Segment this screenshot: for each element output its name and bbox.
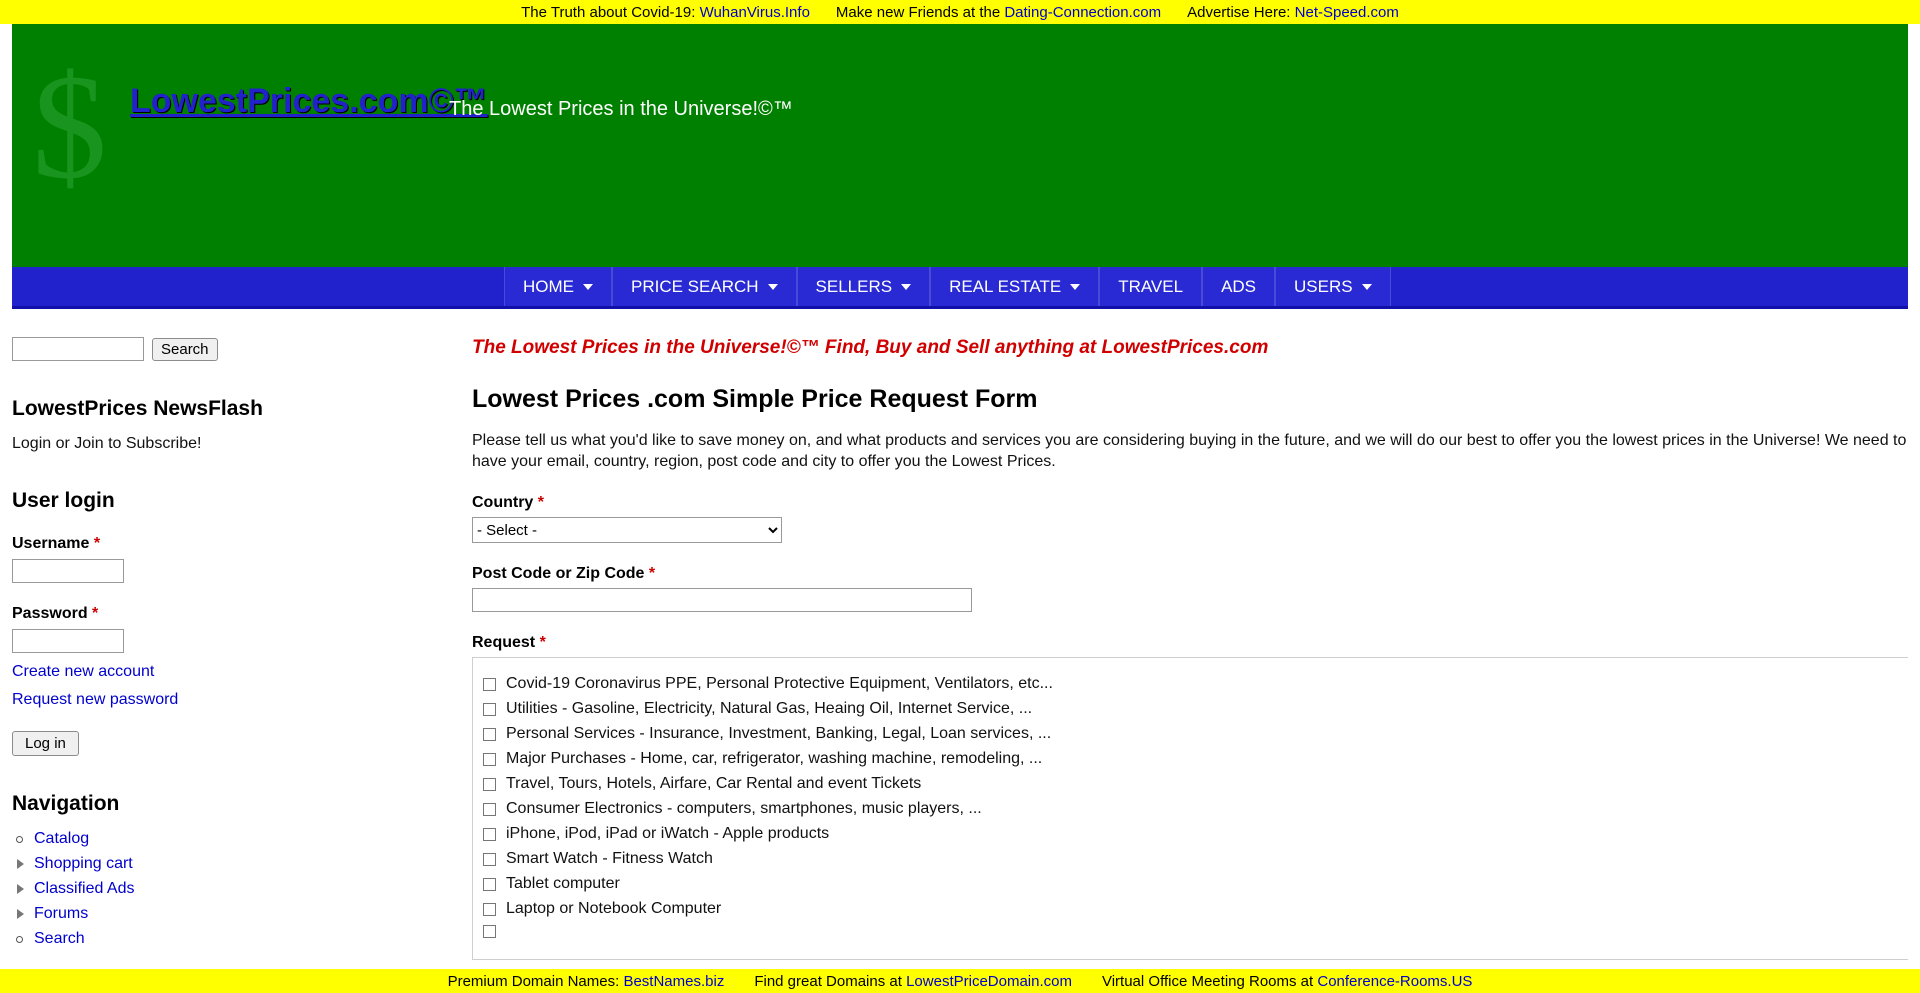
checkbox-label: Travel, Tours, Hotels, Airfare, Car Rental and event Tickets <box>506 775 922 793</box>
country-label <box>472 494 1908 512</box>
required-marker: * <box>93 535 101 552</box>
nav-item-price-search-label: PRICE SEARCH <box>631 276 759 296</box>
content-area <box>0 309 1920 960</box>
sidebar-link-shopping-cart[interactable]: Shopping cart <box>34 855 133 872</box>
checkbox-utilities[interactable] <box>483 703 496 716</box>
list-item[interactable] <box>34 930 472 948</box>
checkbox-tablet-computer[interactable] <box>483 878 496 891</box>
bottom-ad-3-text: Virtual Office Meeting Rooms at <box>1101 972 1314 990</box>
bullet-arrow-icon <box>17 909 24 919</box>
list-item[interactable] <box>34 880 472 898</box>
site-logo[interactable]: LowestPrices.com©™ <box>130 82 488 120</box>
sidebar-link-forums[interactable]: Forums <box>34 905 89 922</box>
required-marker: * <box>537 494 545 512</box>
postcode-label-text: Post Code or Zip Code <box>472 565 645 583</box>
request-label-text: Request <box>472 634 536 652</box>
nav-item-users-label: USERS <box>1294 276 1353 296</box>
bottom-ad-banner <box>0 969 1920 993</box>
list-item[interactable] <box>483 725 1908 743</box>
top-ad-2-link[interactable]: Dating-Connection.com <box>1004 3 1162 21</box>
postcode-label <box>472 565 1908 583</box>
top-ad-3-text: Advertise Here: <box>1187 3 1291 21</box>
checkbox-label: Laptop or Notebook Computer <box>506 900 722 918</box>
checkbox-covid-ppe[interactable] <box>483 678 496 691</box>
nav-item-price-search[interactable] <box>612 267 797 306</box>
bullet-circle-icon <box>16 936 23 943</box>
sidebar-link-classified-ads[interactable]: Classified Ads <box>34 880 135 897</box>
top-ad-banner <box>0 0 1920 24</box>
top-ad-1-link[interactable]: WuhanVirus.Info <box>699 3 810 21</box>
checkbox-label: Smart Watch - Fitness Watch <box>506 850 713 868</box>
chevron-down-icon <box>768 284 778 290</box>
checkbox-next-option[interactable] <box>483 925 496 938</box>
username-label-text: Username <box>12 535 90 552</box>
nav-item-real-estate-label: REAL ESTATE <box>949 276 1062 296</box>
checkbox-travel[interactable] <box>483 778 496 791</box>
checkbox-personal-services[interactable] <box>483 728 496 741</box>
newsflash-text: Login or Join to Subscribe! <box>12 435 202 452</box>
password-label-text: Password <box>12 605 88 622</box>
required-marker: * <box>648 565 656 583</box>
navigation-block-title: Navigation <box>12 792 120 815</box>
nav-item-sellers[interactable] <box>797 267 931 306</box>
required-marker: * <box>92 605 99 622</box>
top-ad-2 <box>836 4 1161 21</box>
list-item[interactable] <box>483 750 1908 768</box>
checkbox-major-purchases[interactable] <box>483 753 496 766</box>
request-label <box>472 634 1908 652</box>
bullet-circle-icon <box>16 836 23 843</box>
checkbox-label: Major Purchases - Home, car, refrigerator, washing machine, remodeling, ... <box>506 750 1043 768</box>
country-select[interactable] <box>472 517 782 543</box>
top-ad-1-text: The Truth about Covid-19: <box>521 3 696 21</box>
page-tagline: The Lowest Prices in the Universe!©™ Find, Buy and Sell anything at LowestPrices.com <box>472 337 1269 358</box>
list-item[interactable] <box>483 850 1908 868</box>
bullet-arrow-icon <box>17 884 24 894</box>
nav-item-travel[interactable] <box>1099 267 1202 306</box>
list-item[interactable] <box>483 825 1908 843</box>
page-title: Lowest Prices .com Simple Price Request Form <box>472 385 1038 413</box>
list-item[interactable] <box>483 900 1908 918</box>
newsflash-title: LowestPrices NewsFlash <box>12 397 263 420</box>
bottom-ad-1-text: Premium Domain Names: <box>447 972 620 990</box>
top-ad-1 <box>521 4 810 21</box>
main-column <box>472 309 1908 960</box>
main-navigation <box>12 267 1908 309</box>
log-in-button[interactable]: Log in <box>12 731 79 756</box>
request-new-password-link[interactable]: Request new password <box>12 691 179 708</box>
checkbox-apple-products[interactable] <box>483 828 496 841</box>
sidebar-search-block <box>12 337 472 361</box>
sidebar <box>12 309 472 960</box>
nav-item-travel-label: TRAVEL <box>1118 276 1184 296</box>
checkbox-label: Utilities - Gasoline, Electricity, Natural Gas, Heaing Oil, Internet Service, ... <box>506 700 1033 718</box>
site-slogan: The Lowest Prices in the Universe!©™ <box>449 98 793 120</box>
sidebar-link-catalog[interactable]: Catalog <box>34 830 90 847</box>
nav-item-ads-label: ADS <box>1221 276 1257 296</box>
nav-item-users[interactable] <box>1275 267 1391 306</box>
bottom-ad-2-link[interactable]: LowestPriceDomain.com <box>906 972 1072 990</box>
username-input[interactable] <box>12 559 124 583</box>
country-label-text: Country <box>472 494 534 512</box>
checkbox-label: Covid-19 Coronavirus PPE, Personal Protective Equipment, Ventilators, etc... <box>506 675 1053 693</box>
checkbox-laptop-computer[interactable] <box>483 903 496 916</box>
list-item[interactable] <box>483 700 1908 718</box>
chevron-down-icon <box>583 284 593 290</box>
list-item[interactable] <box>34 855 472 873</box>
list-item[interactable] <box>34 905 472 923</box>
site-header <box>12 24 1908 267</box>
bottom-ad-2 <box>754 973 1072 990</box>
bottom-ad-1 <box>448 973 725 990</box>
checkbox-label: Personal Services - Insurance, Investment, Banking, Legal, Loan services, ... <box>506 725 1052 743</box>
bottom-ad-2-text: Find great Domains at <box>754 972 902 990</box>
search-button[interactable]: Search <box>152 338 218 361</box>
top-ad-2-text: Make new Friends at the <box>835 3 1001 21</box>
form-intro-text: Please tell us what you'd like to save money on, and what products and services you are considering buying in the future, and we will do our best to offer you the lowest prices in the Universe! We need to have your email, country, region, post code and city to offer you the Lowest Prices. <box>472 432 1907 471</box>
postcode-input[interactable] <box>472 588 972 612</box>
nav-item-real-estate[interactable] <box>930 267 1099 306</box>
bottom-ad-1-link[interactable]: BestNames.biz <box>623 972 725 990</box>
list-item[interactable] <box>483 775 1908 793</box>
search-input[interactable] <box>12 337 144 361</box>
nav-item-home-label: HOME <box>523 276 574 296</box>
top-ad-3 <box>1187 4 1399 21</box>
list-item[interactable] <box>483 875 1908 893</box>
user-login-title: User login <box>12 489 115 512</box>
request-checkbox-group <box>472 657 1908 960</box>
chevron-down-icon <box>1070 284 1080 290</box>
list-item[interactable] <box>483 675 1908 693</box>
sidebar-link-search[interactable]: Search <box>34 930 85 947</box>
nav-item-sellers-label: SELLERS <box>815 276 893 296</box>
password-label <box>12 605 472 623</box>
username-label <box>12 535 472 553</box>
navigation-list <box>12 830 472 948</box>
create-new-account-link[interactable]: Create new account <box>12 663 155 680</box>
list-item[interactable] <box>34 830 472 848</box>
checkbox-label: Tablet computer <box>506 875 620 893</box>
chevron-down-icon <box>1362 284 1372 290</box>
list-item[interactable] <box>483 925 1908 938</box>
password-input[interactable] <box>12 629 124 653</box>
checkbox-label: iPhone, iPod, iPad or iWatch - Apple products <box>506 825 830 843</box>
nav-item-ads[interactable] <box>1202 267 1275 306</box>
checkbox-smart-watch[interactable] <box>483 853 496 866</box>
checkbox-consumer-electronics[interactable] <box>483 803 496 816</box>
required-marker: * <box>539 634 546 652</box>
dollar-sign-icon: $ <box>32 44 107 210</box>
bottom-ad-3 <box>1102 973 1472 990</box>
top-ad-3-link[interactable]: Net-Speed.com <box>1294 3 1399 21</box>
nav-item-home[interactable] <box>504 267 612 306</box>
chevron-down-icon <box>901 284 911 290</box>
checkbox-label: Consumer Electronics - computers, smartphones, music players, ... <box>506 800 982 818</box>
bullet-arrow-icon <box>17 859 24 869</box>
bottom-ad-3-link[interactable]: Conference-Rooms.US <box>1317 972 1473 990</box>
list-item[interactable] <box>483 800 1908 818</box>
